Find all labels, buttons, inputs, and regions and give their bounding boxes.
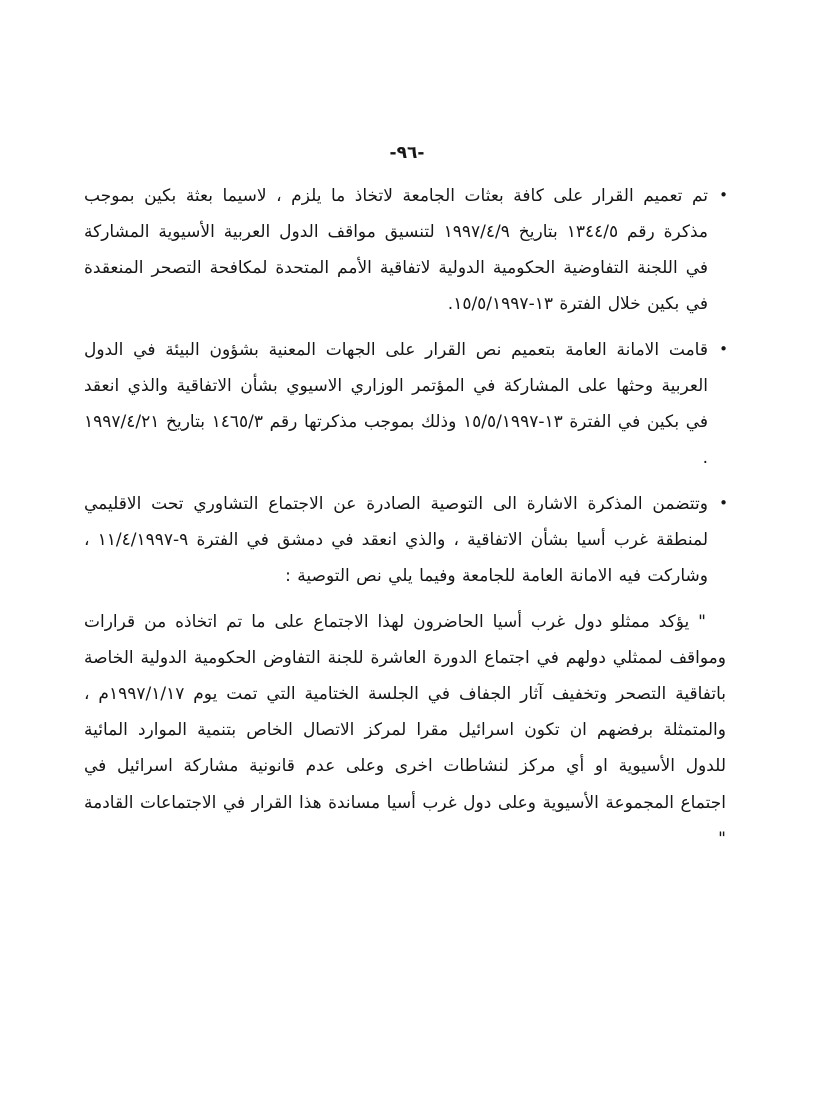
page-number: -٩٦- [389,143,425,163]
bullet-icon: • [719,494,728,513]
bullet-icon: • [719,186,728,204]
quoted-recommendation-text: " يؤكد ممثلو دول غرب أسيا الحاضرون لهذا الاجتماع على ما تم اتخاذه من قرارات ومواقف لممثلي دولهم في اجتماع الدورة العاشرة للجنة التفاوض الحكومية الدولية الخاصة باتفاقية التصحر وتخفيف آثار الجفاف في الجلسة الختامية التي تمت يوم ١٩٩٧/١/١٧م ، والمتمثلة برفضهم ان تكون اسرائيل مقرا لمركز الاتصال الخاص بتنمية الموارد المائية للدول الأسيوية او أي مركز لنشاطات اخرى وعلى عدم قانونية مشاركة اسرائيل في اجتماع المجموعة الأسيوية وعلى دول غرب أسيا مساندة هذا القرار في الاجتماعات القادمة " [84,612,726,849]
paragraph-text: قامت الامانة العامة بتعميم نص القرار على الجهات المعنية بشؤون البيئة في الدول العربية وحثها على المشاركة في المؤتمر الوزاري الاسيوي بشأن الاتفاقية والذي انعقد في بكين في الفترة ١٣-١٥/٥/١٩٩٧ وذلك بموجب مذكرتها رقم ١٤٦٥/٣ بتاريخ ١٩٩٧/٤/٢١ . [84,340,708,469]
document-body [84,178,728,857]
paragraph-text: تم تعميم القرار على كافة بعثات الجامعة لاتخاذ ما يلزم ، لاسيما بعثة بكين بموجب مذكرة رقم ١٣٤٤/٥ بتاريخ ١٩٩٧/٤/٩ لتنسيق مواقف الدول العربية الأسيوية المشاركة في اللجنة التفاوضية الحكومية الدولية لاتفاقية الأمم المتحدة لمكافحة التصحر المنعقدة في بكين خلال الفترة ١٣-١٥/٥/١٩٩٧. [84,186,709,315]
bullet-paragraph [84,486,728,594]
bullet-paragraph [84,332,728,476]
bullet-icon: • [719,340,728,359]
bullet-paragraph [84,178,728,322]
paragraph-text: وتتضمن المذكرة الاشارة الى التوصية الصادرة عن الاجتماع التشاوري تحت الاقليمي لمنطقة غرب أسيا بشأن الاتفاقية ، والذي انعقد في دمشق في الفترة ٩-١١/٤/١٩٩٧ ، وشاركت فيه الامانة العامة للجامعة وفيما يلي نص التوصية : [84,494,709,587]
